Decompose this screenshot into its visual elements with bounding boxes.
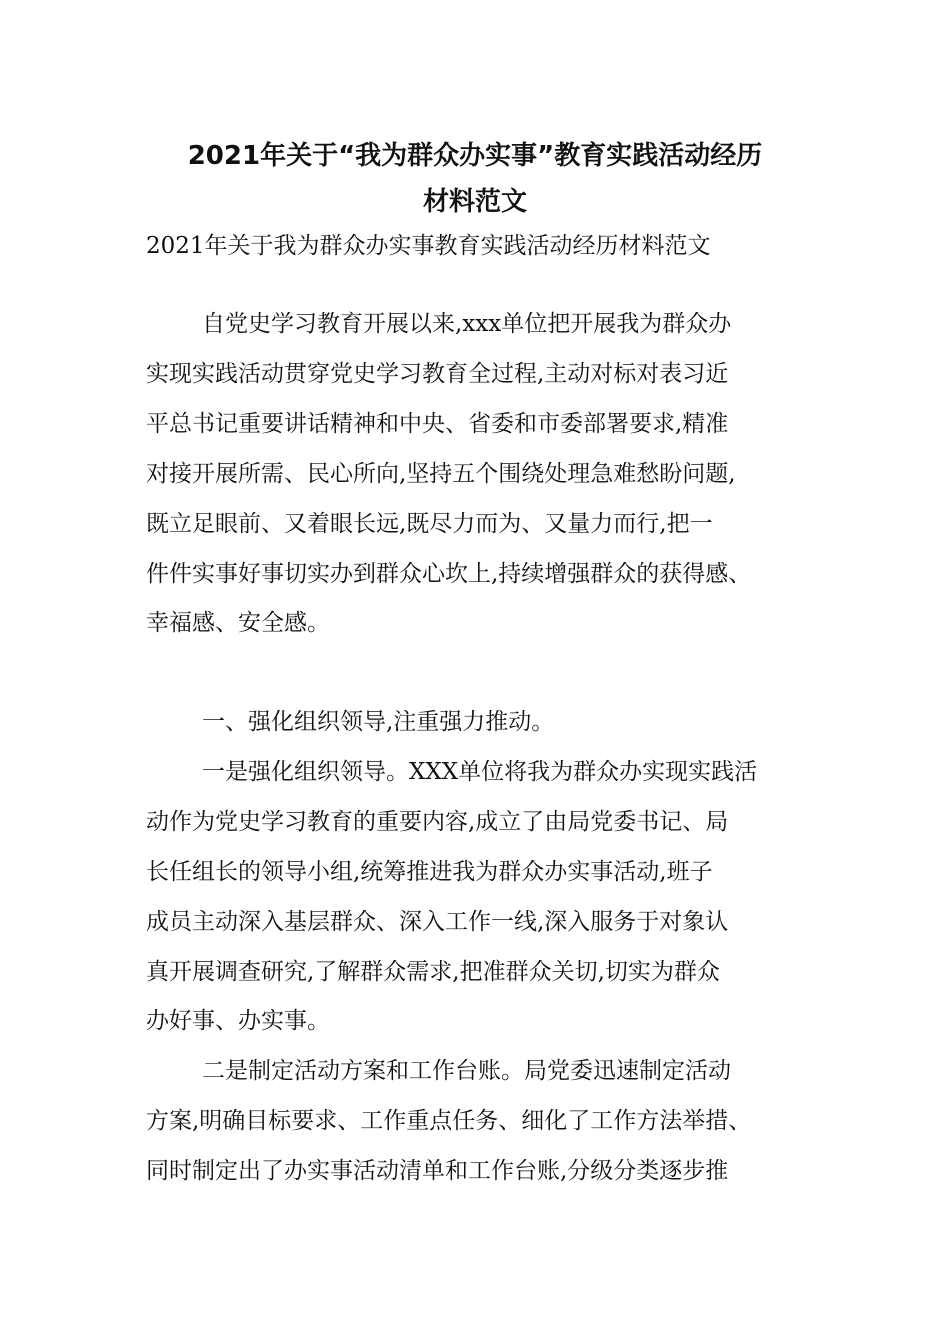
paragraph-2-line: 一是强化组织领导。XXX单位将我为群众办实现实践活 [202, 759, 758, 785]
paragraph-2-line: 长任组长的领导小组,统筹推进我为群众办实事活动,班子 [146, 859, 713, 885]
section-heading: 一、强化组织领导,注重强力推动。 [202, 709, 555, 735]
paragraph-1-line: 对接开展所需、民心所向,坚持五个围绕处理急难愁盼问题, [146, 461, 736, 487]
paragraph-1-line: 幸福感、安全感。 [146, 610, 330, 636]
paragraph-3-line: 二是制定活动方案和工作台账。局党委迅速制定活动 [202, 1058, 731, 1084]
paragraph-1-line: 自党史学习教育开展以来,xxx单位把开展我为群众办 [202, 311, 732, 337]
paragraph-1-line: 既立足眼前、又着眼长远,既尽力而为、又量力而行,把一 [146, 511, 713, 537]
document-subtitle: 2021年关于我为群众办实事教育实践活动经历材料范文 [146, 233, 711, 259]
paragraph-3-line: 同时制定出了办实事活动清单和工作台账,分级分类逐步推 [146, 1158, 729, 1184]
paragraph-1-line: 平总书记重要讲话精神和中央、省委和市委部署要求,精准 [146, 411, 729, 437]
paragraph-2-line: 动作为党史学习教育的重要内容,成立了由局党委书记、局 [146, 809, 729, 835]
paragraph-2-line: 办好事、办实事。 [146, 1008, 330, 1034]
document-title-line-2: 材料范文 [422, 187, 527, 217]
paragraph-1-line: 件件实事好事切实办到群众心坎上,持续增强群众的获得感、 [146, 561, 752, 587]
document-title-line-1: 2021年关于“我为群众办实事”教育实践活动经历 [187, 141, 763, 171]
paragraph-3-line: 方案,明确目标要求、工作重点任务、细化了工作方法举措、 [146, 1108, 752, 1134]
paragraph-2-line: 真开展调查研究,了解群众需求,把准群众关切,切实为群众 [146, 959, 720, 985]
paragraph-1-line: 实现实践活动贯穿党史学习教育全过程,主动对标对表习近 [146, 361, 729, 387]
paragraph-2-line: 成员主动深入基层群众、深入工作一线,深入服务于对象认 [146, 909, 729, 935]
